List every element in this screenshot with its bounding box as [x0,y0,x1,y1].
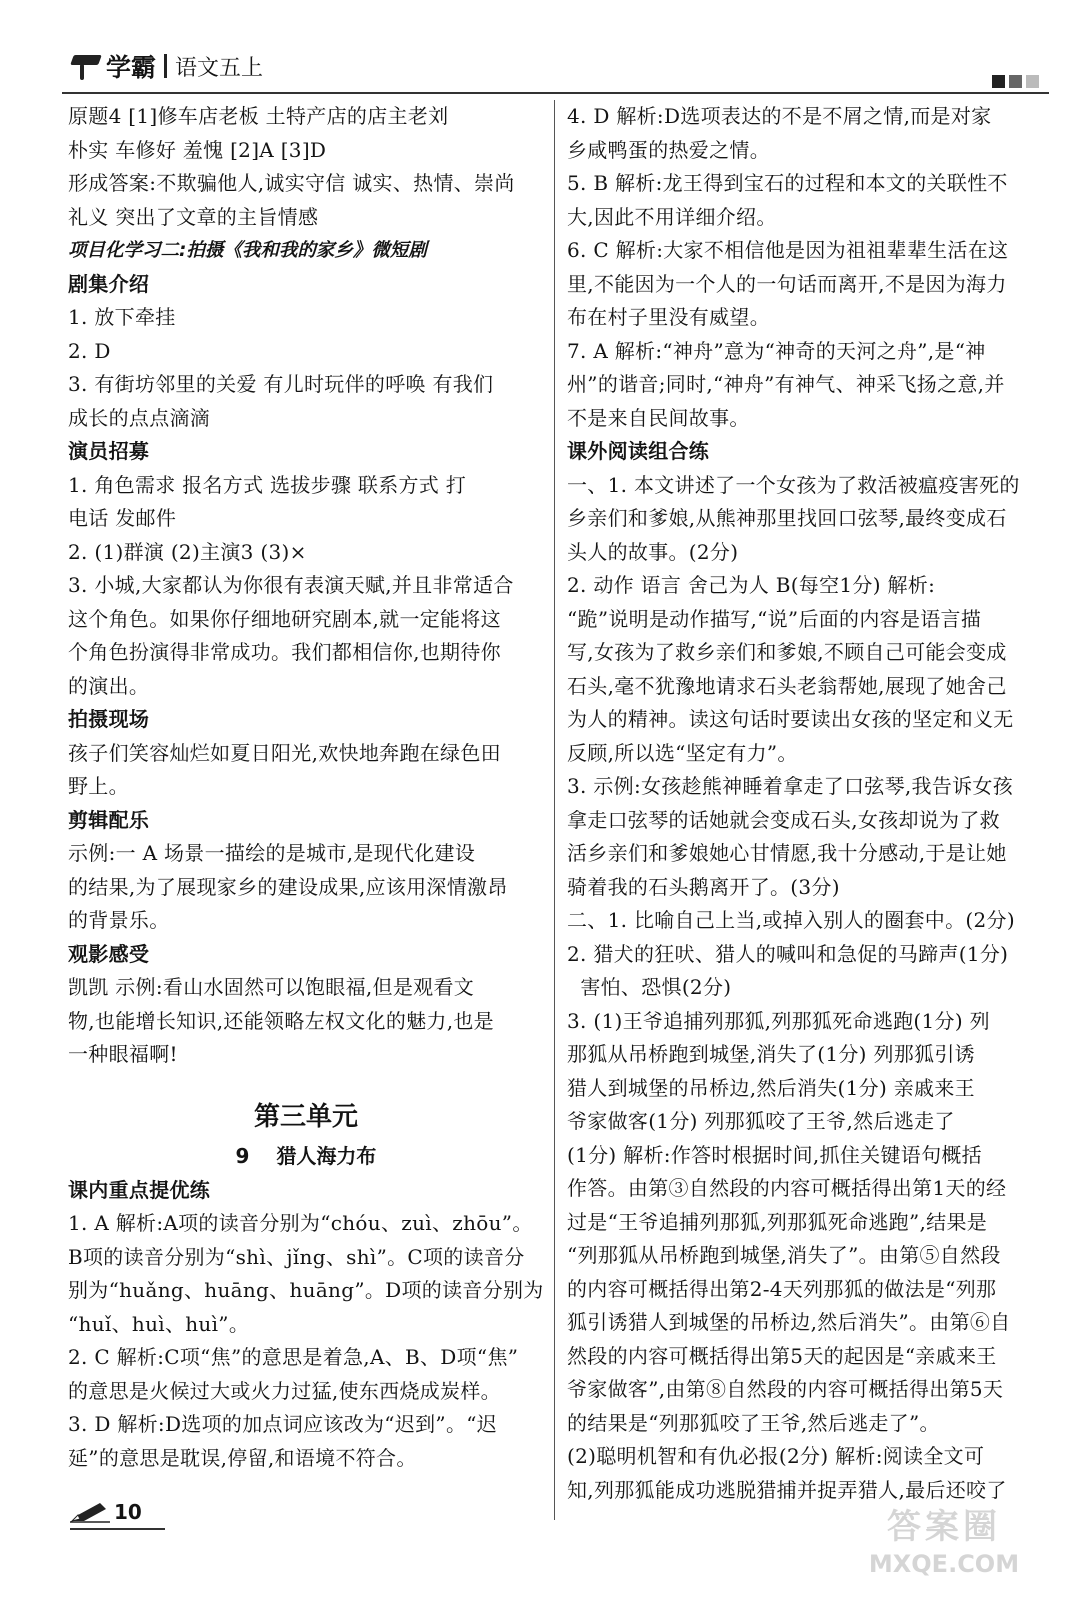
lesson-name: 猎人海力布 [276,1143,377,1168]
section-heading: 观影感受 [68,941,150,966]
section-heading: 演员招募 [68,439,150,463]
text-line: 乡亲们和爹娘,从熊神那里找回口弦琴,最终变成石 [567,506,1007,530]
text-line: 作答。由第③自然段的内容可概括得出第1天的经 [567,1176,1007,1200]
text-line: 孩子们笑容灿烂如夏日阳光,欢快地奔跑在绿色田 [68,740,501,765]
watermark-en: MXQE.COM [868,1550,1020,1578]
text-line: 为人的精神。读这句话时要读出女孩的坚定和义无 [567,707,1014,731]
text-line: 个角色扮演得非常成功。我们都相信你,也期待你 [68,640,501,664]
text-line: 3. 有街坊邻里的关爱 有儿时玩伴的呼唤 有我们 [68,372,494,396]
brand-name: 学霸 [106,53,157,82]
text-line: 的结果是“列那狐咬了王爷,然后逃走了”。 [567,1410,940,1435]
text-line: 2. (1)群演 (2)主演3 (3)× [68,539,307,564]
column-divider [554,100,555,1520]
text-line: 朴实 车修好 羞愧 [2]A [3]D [68,137,327,162]
section-heading: 剪辑配乐 [68,807,150,832]
text-line: 州”的谐音;同时,“神舟”有神气、神采飞扬之意,并 [567,372,1005,396]
text-line: 的结果,为了展现家乡的建设成果,应该用深情激昂 [68,874,508,899]
text-line: 拿走口弦琴的话她就会变成石头,女孩却说为了救 [567,807,1000,832]
text-line: 原题4 [1]修车店老板 土特产店的店主老刘 [68,104,449,128]
text-line: 电话 发邮件 [68,506,177,530]
text-line: 不是来自民间故事。 [567,405,750,430]
project-heading: 项目化学习二:拍摄《我和我的家乡》微短剧 [68,240,427,261]
footer-rule [70,1528,165,1530]
text-line: 猎人到城堡的吊桥边,然后消失(1分) 亲戚来王 [567,1075,975,1100]
text-line: 2. 动作 语言 舍己为人 B(每空1分) 解析: [567,573,936,597]
lesson-title [68,1136,544,1174]
page-number: 10 [114,1500,142,1524]
text-line: 头人的故事。(2分) [567,539,739,564]
text-line: “列那狐从吊桥跑到城堡,消失了”。由第⑤自然段 [567,1243,1001,1267]
text-line: 形成答案:不欺骗他人,诚实守信 诚实、热情、崇尚 [68,171,515,195]
text-line: 4. D 解析:D选项表达的不是不屑之情,而是对家 [567,104,992,128]
text-line: 延”的意思是耽误,停留,和语境不符合。 [68,1445,417,1470]
text-line: 2. D [68,338,111,363]
text-line: 成长的点点滴滴 [68,405,211,430]
text-line: 害怕、恐惧(2分) [567,975,732,999]
right-column [567,100,1045,1507]
text-line: 爷家做客(1分) 列那狐咬了王爷,然后逃走了 [567,1109,955,1133]
text-line: 这个角色。如果你仔细地研究剧本,就一定能将这 [68,606,501,631]
text-line: 布在村子里没有威望。 [567,305,770,329]
text-line: 野上。 [68,774,129,798]
watermark [839,1505,1049,1585]
text-line: 7. A 解析:“神舟”意为“神奇的天河之舟”,是“神 [567,338,986,363]
text-line: 那狐从吊桥跑到城堡,消失了(1分) 列那狐引诱 [567,1042,975,1066]
section-heading: 课内重点提优练 [68,1177,211,1202]
text-line: 写,女孩为了救乡亲们和爹娘,不顾自己可能会变成 [567,640,1007,664]
text-line: 别为“huǎng、huāng、huāng”。D项的读音分别为 [68,1278,544,1302]
section-heading: 剧集介绍 [68,271,150,296]
text-line: 大,因此不用详细介绍。 [567,204,777,229]
header-rule [62,92,1049,94]
text-line: 石头,毫不犹豫地请求石头老翁帮她,展现了她舍己 [567,673,1007,698]
text-line: 礼义 突出了文章的主旨情感 [68,204,319,229]
text-line: 凯凯 示例:看山水固然可以饱眼福,但是观看文 [68,975,475,999]
text-line: 狐引诱猎人到城堡的吊桥边,然后消失”。由第⑥自 [567,1310,1011,1334]
logo [70,44,263,88]
header-separator [164,54,167,78]
text-line: 3. (1)王爷追捕列那狐,列那狐死命逃跑(1分) 列 [567,1008,990,1033]
text-line: 的内容可概括得出第2-4天列那狐的做法是“列那 [567,1276,997,1301]
text-line: 2. 猎犬的狂吠、猎人的喊叫和急促的马蹄声(1分) [567,941,1009,966]
text-line: 乡咸鸭蛋的热爱之情。 [567,137,770,162]
text-line: 然段的内容可概括得出第5天的起因是“亲戚来王 [567,1343,997,1368]
text-line: 一种眼福啊! [68,1042,178,1066]
text-line: 二、1. 比喻自己上当,或掉入别人的圈套中。(2分) [567,908,1015,932]
text-line: 的意思是火候过大或火力过猛,使东西烧成炭样。 [68,1378,501,1403]
text-line: (1分) 解析:作答时根据时间,抓住关键语句概括 [567,1142,982,1167]
text-line: 1. 放下牵挂 [68,305,176,329]
text-line: 的背景乐。 [68,908,170,932]
text-line: (2)聪明机智和有仇必报(2分) 解析:阅读全文可 [567,1444,985,1468]
text-line: 骑着我的石头鹅离开了。(3分) [567,874,840,899]
watermark-cn: 答案圈 [887,1507,1001,1547]
text-line: 1. 角色需求 报名方式 选拔步骤 联系方式 打 [68,472,467,497]
text-line: 活乡亲们和爹娘她心甘情愿,我十分感动,于是让她 [567,841,1007,865]
subject-title: 语文五上 [175,55,264,81]
text-line: “跪”说明是动作描写,“说”后面的内容是语言描 [567,606,982,631]
text-line: 3. 小城,大家都认为你很有表演天赋,并且非常适合 [68,573,514,597]
text-line: 3. 示例:女孩趁熊神睡着拿走了口弦琴,我告诉女孩 [567,774,1014,798]
text-line: 反顾,所以选“坚定有力”。 [567,740,798,765]
unit-title: 第三单元 [253,1101,358,1132]
text-line: 3. D 解析:D选项的加点词应该改为“迟到”。“迟 [68,1412,498,1436]
text-line: 一、1. 本文讲述了一个女孩为了救活被瘟疫害死的 [567,472,1020,497]
text-line: 里,不能因为一个人的一句话而离开,不是因为海力 [567,271,1007,296]
lesson-number: 9 [235,1143,250,1168]
text-line: 知,列那狐能成功逃脱猎捕并捉弄猎人,最后还咬了 [567,1477,1007,1502]
text-line: 爷家做客”,由第⑧自然段的内容可概括得出第5天 [567,1377,1004,1401]
section-heading: 拍摄现场 [68,707,150,731]
text-line: “huǐ、huì、huì”。 [68,1311,250,1336]
page-header [0,0,1089,100]
graduation-cap-icon [70,49,104,83]
text-line: 1. A 解析:A项的读音分别为“chóu、zuì、zhōu”。 [68,1211,533,1235]
text-line: B项的读音分别为“shì、jǐng、shì”。C项的读音分 [68,1244,525,1269]
pencil-icon [70,1501,110,1523]
text-line: 过是“王爷追捕列那狐,列那狐死命逃跑”,结果是 [567,1209,988,1234]
header-decoration-squares [992,75,1039,88]
text-line: 6. C 解析:大家不相信他是因为祖祖辈辈生活在这 [567,238,1009,262]
text-line: 示例:一 A 场景一描绘的是城市,是现代化建设 [68,841,476,865]
text-line: 的演出。 [68,673,150,698]
text-line: 物,也能增长知识,还能领略左权文化的魅力,也是 [68,1008,494,1033]
section-heading: 课外阅读组合练 [567,439,710,463]
text-line: 5. B 解析:龙王得到宝石的过程和本文的关联性不 [567,171,1008,195]
text-line: 2. C 解析:C项“焦”的意思是着急,A、B、D项“焦” [68,1345,519,1369]
page-footer [70,1500,142,1524]
left-column [68,100,544,1475]
